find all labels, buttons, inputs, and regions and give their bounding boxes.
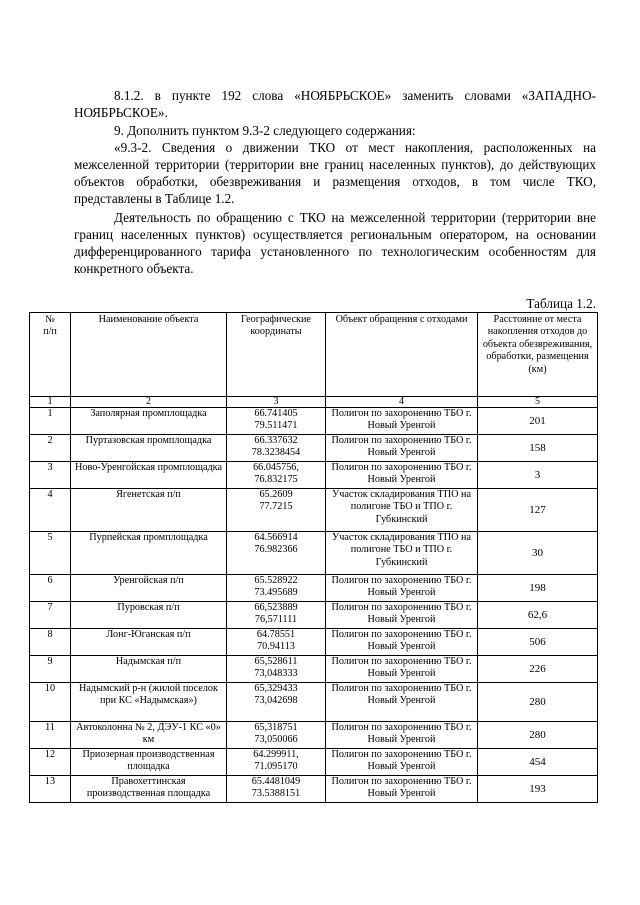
row-number: 9 [30,656,71,683]
table-row [30,683,598,722]
object-name: Уренгойская п/п [71,575,227,602]
longitude: 73.5388151 [251,788,301,800]
row-number: 7 [30,602,71,629]
object-name: Ягенетская п/п [71,489,227,532]
table-row [30,435,598,462]
row-number: 12 [30,749,71,776]
waste-facility: Участок складирования ТПО на полигоне ТБО и ТПО г. Губкинский [326,489,478,532]
coordinates [227,575,326,602]
paragraph-9: 9. Дополнить пунктом 9.3-2 следующего содержания: [114,123,416,138]
header-num [30,313,71,397]
header-name: Наименование объекта [71,313,227,397]
distance-km: 30 [478,532,598,575]
distance-km: 158 [478,435,598,462]
distance-km: 280 [478,683,598,722]
row-number: 1 [30,408,71,435]
coordinates [227,462,326,489]
table-row [30,462,598,489]
latitude: 66,523889 [254,602,298,613]
column-number: 3 [227,397,326,408]
table-row [30,489,598,532]
row-number: 4 [30,489,71,532]
paragraph-activity: Деятельность по обращению с ТКО на межселенной территории (территории вне границ населенных пунктов) осуществляется региональным оператором, на основании дифференцированного тарифа установленного по технологическим особенностям для конкретного объекта. [74,210,596,276]
latitude: 64.566914 [254,532,298,543]
coordinates [227,408,326,435]
object-name: Пуровская п/п [71,602,227,629]
latitude: 64.78551 [256,629,296,640]
table-row [30,575,598,602]
coordinates [227,656,326,683]
row-number: 11 [30,722,71,749]
column-number: 1 [30,397,71,408]
coordinates [227,776,326,803]
row-number: 8 [30,629,71,656]
header-coords: Географические координаты [227,313,326,397]
waste-facility: Полигон по захоронению ТБО г. Новый Уренгой [326,722,478,749]
waste-facility: Полигон по захоронению ТБО г. Новый Уренгой [326,435,478,462]
column-number: 5 [478,397,598,408]
object-name: Надымский р-н (жилой поселок при КС «Надымская») [71,683,227,722]
table-row [30,749,598,776]
coordinates [227,629,326,656]
column-number: 4 [326,397,478,408]
latitude: 65,318751 [254,722,298,733]
distance-km: 3 [478,462,598,489]
longitude: 79.511471 [254,420,298,432]
waste-facility: Полигон по захоронению ТБО г. Новый Уренгой [326,602,478,629]
waste-objects-table [29,312,598,803]
paragraph-8-1-2: 8.1.2. в пункте 192 слова «НОЯБРЬСКОЕ» заменить словами «ЗАПАДНО-НОЯБРЬСКОЕ». [74,88,596,120]
object-name: Пуртазовская промплощадка [71,435,227,462]
object-name: Надымская п/п [71,656,227,683]
latitude: 65.528922 [254,575,298,586]
table-row [30,776,598,803]
object-name: Правохеттинская производственная площадка [71,776,227,803]
object-name: Пурпейская промплощадка [71,532,227,575]
distance-km: 127 [478,489,598,532]
waste-facility: Полигон по захоронению ТБО г. Новый Уренгой [326,776,478,803]
row-number: 3 [30,462,71,489]
latitude: 65.2609 [259,489,293,500]
waste-facility: Полигон по захоронению ТБО г. Новый Уренгой [326,462,478,489]
longitude: 73,042698 [254,695,298,707]
object-name: Заполярная промплощадка [71,408,227,435]
distance-km: 454 [478,749,598,776]
longitude: 76,571111 [254,614,298,626]
waste-facility: Полигон по захоронению ТБО г. Новый Уренгой [326,629,478,656]
latitude: 66.741405 [254,408,298,419]
longitude: 73,048333 [254,668,298,680]
latitude: 66.045756, [253,462,299,473]
table-row [30,602,598,629]
coordinates [227,749,326,776]
column-number-row [30,397,598,408]
coordinates [227,602,326,629]
coordinates [227,683,326,722]
longitude: 71.095170 [254,761,298,773]
latitude: 65,329433 [254,683,298,694]
distance-km: 198 [478,575,598,602]
row-number: 10 [30,683,71,722]
longitude: 76.982366 [254,544,298,556]
object-name: Лонг-Юганская п/п [71,629,227,656]
distance-km: 62,6 [478,602,598,629]
table-row [30,722,598,749]
distance-km: 201 [478,408,598,435]
row-number: 5 [30,532,71,575]
latitude: 64.299911, [253,749,299,760]
waste-facility: Участок складирования ТПО на полигоне ТБО и ТПО г. Губкинский [326,532,478,575]
row-number: 2 [30,435,71,462]
longitude: 76.832175 [254,474,298,486]
table-row [30,656,598,683]
waste-facility: Полигон по захоронению ТБО г. Новый Уренгой [326,575,478,602]
latitude: 65,528611 [254,656,298,667]
table-row [30,408,598,435]
distance-km: 280 [478,722,598,749]
header-distance: Расстояние от места накопления отходов до объекта обезвреживания, обработки, размещения (км) [478,313,598,397]
latitude: 65.4481049 [251,776,301,787]
header-num-line2: п/п [43,326,57,338]
column-number: 2 [71,397,227,408]
waste-facility: Полигон по захоронению ТБО г. Новый Уренгой [326,408,478,435]
object-name: Автоколонна № 2, ДЭУ-1 КС «0» км [71,722,227,749]
waste-facility: Полигон по захоронению ТБО г. Новый Уренгой [326,683,478,722]
longitude: 78.3238454 [251,447,301,459]
longitude: 73.495689 [254,587,298,599]
header-num-line1: № [45,314,55,325]
distance-km: 193 [478,776,598,803]
header-object: Объект обращения с отходами [326,313,478,397]
longitude: 70.94113 [257,641,295,653]
longitude: 73,050066 [254,734,298,746]
longitude: 77.7215 [259,501,293,513]
waste-facility: Полигон по захоронению ТБО г. Новый Уренгой [326,749,478,776]
row-number: 13 [30,776,71,803]
row-number: 6 [30,575,71,602]
coordinates [227,722,326,749]
coordinates [227,489,326,532]
latitude: 66.337632 [254,435,298,446]
table-row [30,532,598,575]
distance-km: 506 [478,629,598,656]
distance-km: 226 [478,656,598,683]
coordinates [227,532,326,575]
table-row [30,629,598,656]
paragraph-9-3-2: «9.3-2. Сведения о движении ТКО от мест накопления, расположенных на межселенной территории (территории вне границ населенных пунктов), до действующих объектов обработки, обезвреживания и размещения отходов, в том числе ТКО, представлены в Таблице 1.2. [74,140,596,206]
object-name: Ново-Уренгойская промплощадка [71,462,227,489]
object-name: Приозерная производственная площадка [71,749,227,776]
waste-facility: Полигон по захоронению ТБО г. Новый Уренгой [326,656,478,683]
table-caption: Таблица 1.2. [526,296,596,311]
coordinates [227,435,326,462]
